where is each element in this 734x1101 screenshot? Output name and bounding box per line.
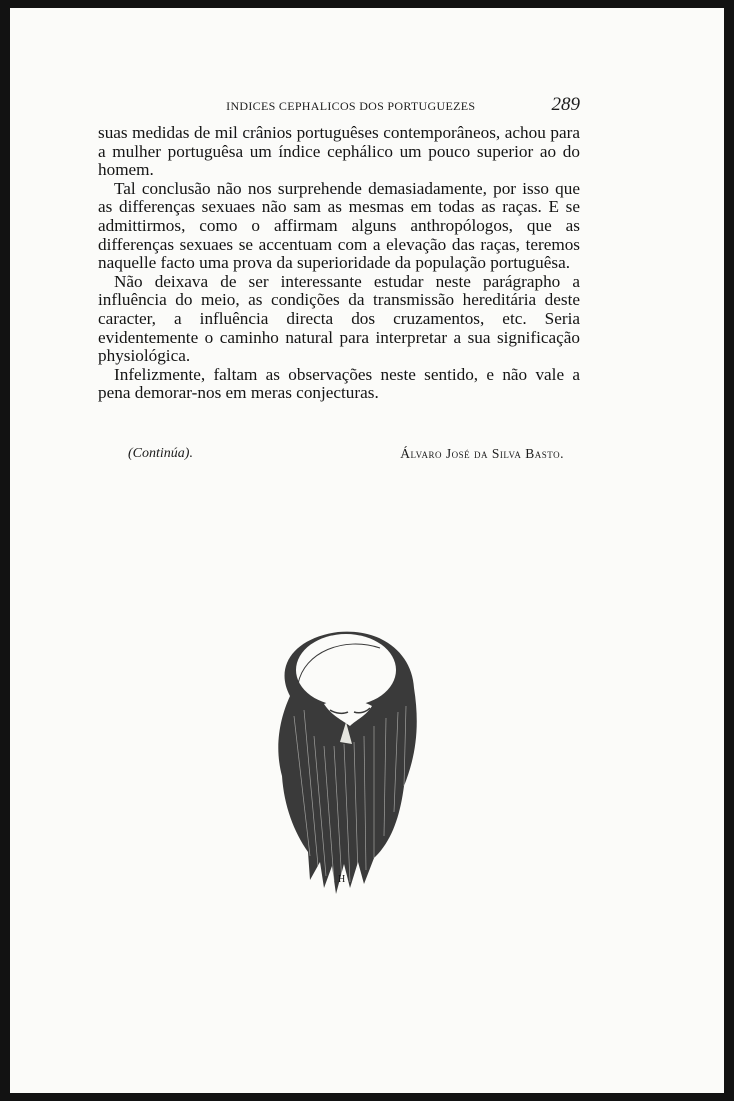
running-title: INDICES CEPHALICOS DOS PORTUGUEZES [226, 99, 476, 113]
paragraph-1: suas medidas de mil crânios portuguêses contemporâneos, achou para a mulher portuguêsa um índice cephálico um pouco superior ao do homem. [98, 123, 580, 180]
paragraph-4: Infelizmente, faltam as observações neste sentido, e não vale a pena demorar-nos em meras conjecturas. [98, 364, 580, 403]
page-number: 289 [551, 94, 580, 115]
paragraph-3: Não deixava de ser interessante estudar neste parágrapho a influência do meio, as condições da transmissão hereditária deste caracter, a influência directa dos cruzamentos, etc. Seria evidentemente o caminho natural para interpretar a sua significação physiológica. [98, 271, 580, 366]
continua-note: (Continúa). [128, 446, 193, 461]
signature-line [128, 446, 564, 462]
paragraph-2: Tal conclusão não nos surprehende demasiadamente, por isso que as differenças sexuaes não sam as mesmas em todas as raças. E se admittirmos, como o affirmam alguns anthropólogos, que as differenças sexuaes se accentuam com a elevação das raças, teremos naquelle facto uma prova da superioridade da população portuguêsa. [98, 178, 580, 273]
author-signature: Álvaro José da Silva Basto. [400, 446, 564, 461]
body-text [98, 124, 580, 403]
engraver-monogram: H [338, 874, 346, 885]
head-engraving-illustration [254, 626, 430, 898]
book-page [10, 8, 724, 1093]
running-head [100, 94, 580, 116]
